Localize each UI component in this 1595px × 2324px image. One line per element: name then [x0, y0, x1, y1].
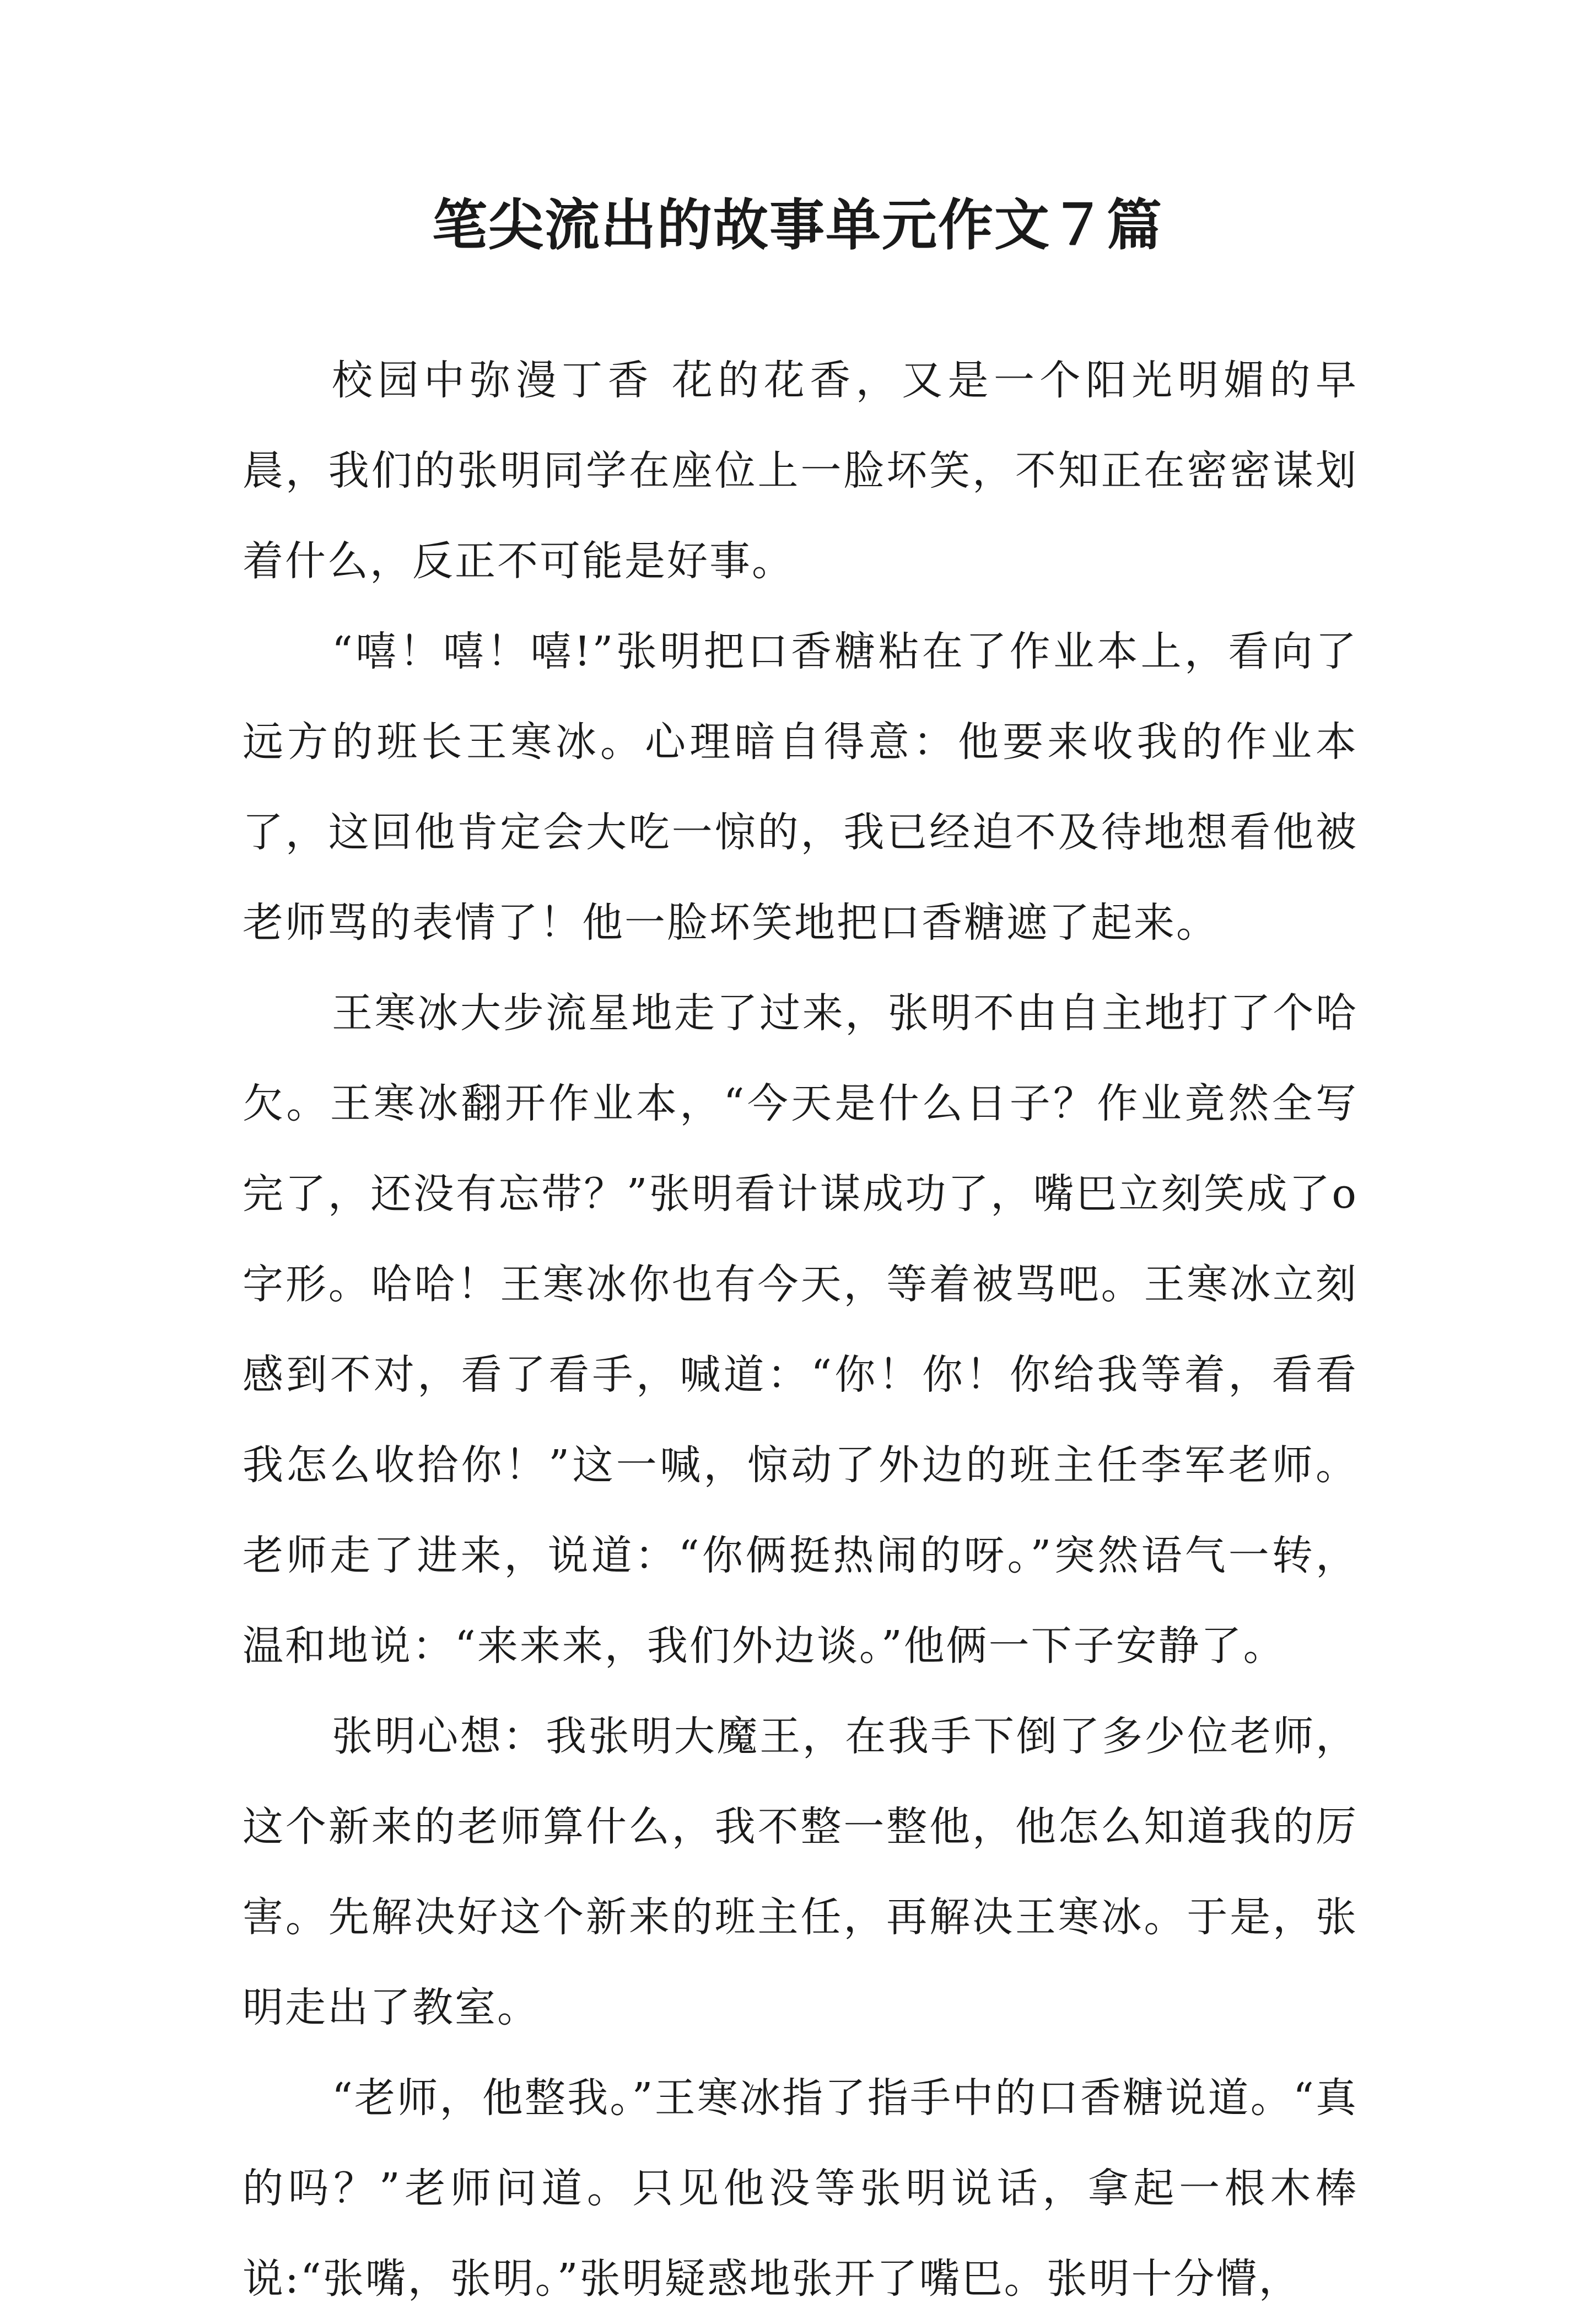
paragraph-1: 校园中弥漫丁香 花的花香，又是一个阳光明媚的早晨，我们的张明同学在座位上一脸坏笑，不知正在密密谋划着什么，反正不可能是好事。: [243, 357, 1358, 585]
paragraph-3: 王寒冰大步流星地走了过来，张明不由自主地打了个哈欠。王寒冰翻开作业本，“今天是什么日子？作业竟然全写完了，还没有忘带？”张明看计谋成功了，嘴巴立刻笑成了o字形。哈哈！王寒冰你也有今天，等着被骂吧。王寒冰立刻感到不对，看了看手，喊道：“你！你！你给我等着，看看我怎么收拾你！”这一喊，惊动了外边的班主任李军老师。老师走了进来，说道：“你俩挺热闹的呀。”突然语气一转，温和地说：“来来来，我们外边谈。”他俩一下子安静了。: [243, 989, 1358, 1670]
paragraph-2: “嘻！嘻！嘻!”张明把口香糖粘在了作业本上，看向了远方的班长王寒冰。心理暗自得意：他要来收我的作业本了，这回他肯定会大吃一惊的，我已经迫不及待地想看他被老师骂的表情了！他一脸坏笑地把口香糖遮了起来。: [243, 628, 1358, 946]
document-title: 笔尖流出的故事单元作文７篇: [432, 192, 1163, 257]
document-body: [243, 335, 1358, 2324]
paragraph-5: “老师，他整我。”王寒冰指了指手中的口香糖说道。“真的吗？”老师问道。只见他没等张明说话，拿起一根木棒说:“张嘴，张明。”张明疑惑地张开了嘴巴。张明十分懵，: [243, 2074, 1358, 2303]
paragraph-4: 张明心想：我张明大魔王，在我手下倒了多少位老师，这个新来的老师算什么，我不整一整他，他怎么知道我的厉害。先解决好这个新来的班主任，再解决王寒冰。于是，张明走出了教室。: [243, 1713, 1358, 2031]
